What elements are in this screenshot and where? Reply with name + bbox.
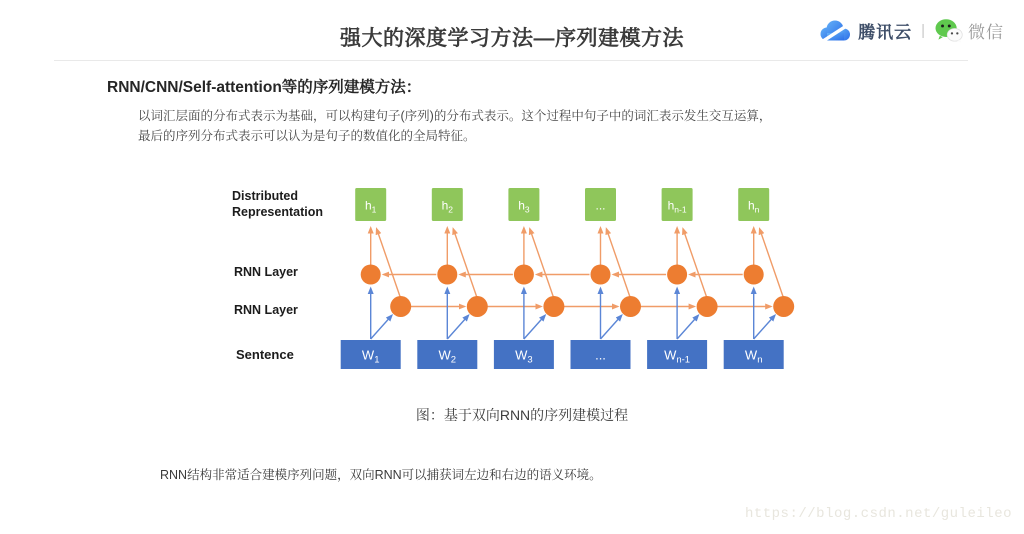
paragraph-line-2: 最后的序列分布式表示可以认为是句子的数值化的全局特征。 xyxy=(138,128,476,143)
bidirectional-rnn-diagram xyxy=(330,183,810,378)
edge-word-to-forward-cell xyxy=(371,316,392,340)
edge-forward-cell-to-h xyxy=(530,229,554,299)
rnn-backward-cell xyxy=(667,265,687,285)
rnn-backward-cell xyxy=(514,265,534,285)
h-node-label: $h_1$ xyxy=(364,198,377,215)
h-node-label: $h_{n-1}$ xyxy=(667,198,687,215)
brand-separator: | xyxy=(921,21,925,39)
h-node-label: $h_n$ xyxy=(747,198,760,215)
word-node-label: $W_{n-1}$ xyxy=(664,347,691,366)
wechat-icon xyxy=(934,18,963,43)
rnn-forward-cell xyxy=(390,296,411,317)
h-node-label: $h_3$ xyxy=(518,198,530,215)
paragraph-line-1: 以词汇层面的分布式表示为基础，可以构建句子(序列)的分布式表示。这个过程中句子中的词汇表示发生交互运算， xyxy=(138,109,772,123)
h-node-label: ... xyxy=(595,198,606,213)
rnn-backward-cell xyxy=(744,265,764,285)
edge-forward-cell-to-h xyxy=(607,229,631,299)
rnn-forward-cell xyxy=(467,296,488,317)
word-node-label: $W_3$ xyxy=(515,347,533,366)
watermark: https://blog.csdn.net/guleileo xyxy=(744,506,1012,522)
edge-word-to-forward-cell xyxy=(677,316,698,340)
edge-word-to-forward-cell xyxy=(754,316,775,340)
section-paragraph xyxy=(138,107,771,146)
word-node-label: $W_2$ xyxy=(438,347,457,366)
word-node-label: ... xyxy=(595,347,606,363)
section-heading: RNN/CNN/Self-attention等的序列建模方法： xyxy=(107,79,422,96)
rnn-forward-cell xyxy=(543,296,564,317)
word-node-label: $W_1$ xyxy=(361,347,380,366)
tencent-cloud-label: 腾讯云 xyxy=(858,22,913,42)
tencent-cloud-icon xyxy=(817,17,853,44)
figure-caption: 图：基于双向RNN的序列建模过程 xyxy=(415,407,629,423)
row-label-sentence: Sentence xyxy=(236,347,294,362)
rnn-forward-cell xyxy=(773,296,794,317)
edge-forward-cell-to-h xyxy=(760,229,784,299)
footer-note: RNN结构非常适合建模序列问题，双向RNN可以捕获词左边和右边的语义环境。 xyxy=(160,468,602,482)
wechat-label: 微信 xyxy=(968,22,1004,42)
brand-logos xyxy=(817,13,1004,47)
edge-forward-cell-to-h xyxy=(377,229,401,299)
rnn-forward-cell xyxy=(620,296,641,317)
edge-forward-cell-to-h xyxy=(453,229,477,299)
h-node-label: $h_2$ xyxy=(441,198,454,215)
rnn-forward-cell xyxy=(697,296,718,317)
rnn-backward-cell xyxy=(361,265,381,285)
edge-word-to-forward-cell xyxy=(524,316,545,340)
rnn-backward-cell xyxy=(437,265,457,285)
page-title: 强大的深度学习方法—序列建模方法 xyxy=(340,27,684,50)
row-label-distributed-representation: Distributed Representation xyxy=(232,189,323,219)
edge-word-to-forward-cell xyxy=(447,316,468,340)
edge-forward-cell-to-h xyxy=(683,229,707,299)
edge-word-to-forward-cell xyxy=(601,316,622,340)
row-label-rnn-layer-forward: RNN Layer xyxy=(234,303,298,317)
rnn-backward-cell xyxy=(591,265,611,285)
word-node-label: $W_n$ xyxy=(744,347,763,366)
header-divider xyxy=(54,60,968,61)
row-label-rnn-layer-backward: RNN Layer xyxy=(234,265,298,279)
